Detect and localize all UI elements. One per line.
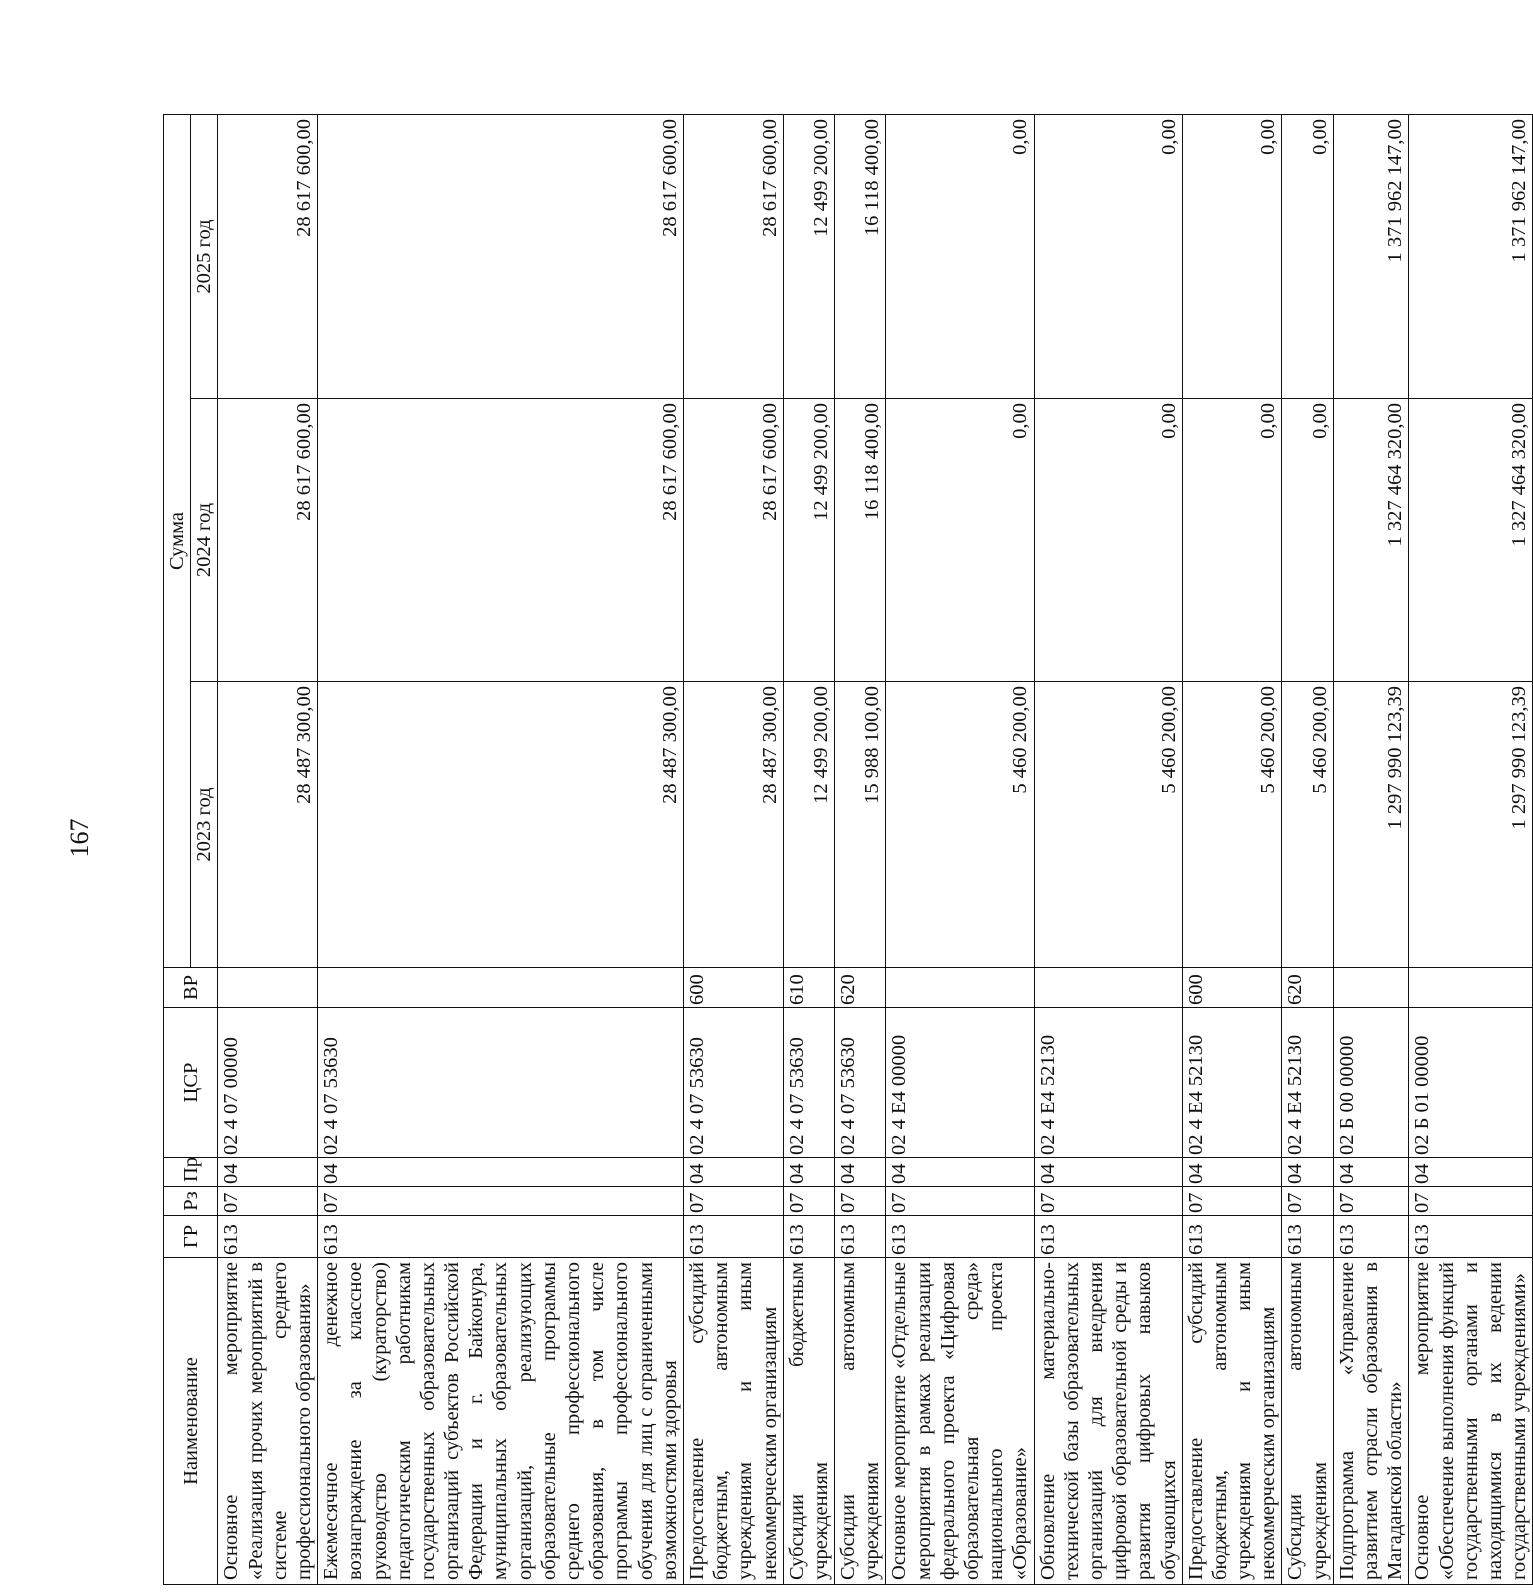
row-csr: 02 4 07 00000	[218, 1008, 318, 1158]
row-sum-2024: 28 617 600,00	[218, 399, 318, 682]
table-row	[683, 114, 783, 1584]
row-rz: 07	[1282, 1187, 1333, 1216]
row-vr	[1409, 968, 1533, 1008]
row-sum-2023: 15 988 100,00	[835, 682, 886, 968]
table-row	[886, 114, 1034, 1584]
table-row	[1182, 114, 1282, 1584]
row-vr	[1333, 968, 1409, 1008]
row-name: Основное мероприятие «Реализация прочих мероприятий в системе среднего профессионального образования»	[218, 1258, 318, 1585]
row-rz: 07	[683, 1187, 783, 1216]
table-row	[318, 114, 684, 1584]
row-gr: 613	[1333, 1216, 1409, 1258]
header-pr: Пр	[164, 1158, 218, 1187]
row-sum-2025: 12 499 200,00	[783, 114, 834, 398]
table-row	[1333, 114, 1409, 1584]
table-row	[1282, 114, 1333, 1584]
rotated-table-wrapper	[163, 115, 1531, 1585]
row-pr: 04	[1182, 1158, 1282, 1187]
row-name: Обновление материально-технической базы образовательных организаций для внедрения цифровой образовательной среды и развития цифровых навыков обучающихся	[1034, 1258, 1182, 1585]
budget-table	[163, 114, 1533, 1585]
row-gr: 613	[1182, 1216, 1282, 1258]
row-pr: 04	[835, 1158, 886, 1187]
row-csr: 02 4 E4 52130	[1182, 1008, 1282, 1158]
header-2023: 2023 год	[191, 682, 218, 968]
table-row	[1409, 114, 1533, 1584]
row-gr: 613	[835, 1216, 886, 1258]
row-sum-2023: 28 487 300,00	[318, 682, 684, 968]
row-rz: 07	[318, 1187, 684, 1216]
header-2025: 2025 год	[191, 114, 218, 398]
row-sum-2025: 0,00	[1282, 114, 1333, 398]
row-gr: 613	[886, 1216, 1034, 1258]
row-gr: 613	[783, 1216, 834, 1258]
row-name: Субсидии бюджетным учреждениям	[783, 1258, 834, 1585]
row-csr: 02 4 E4 00000	[886, 1008, 1034, 1158]
row-gr: 613	[1282, 1216, 1333, 1258]
row-sum-2024: 0,00	[1182, 399, 1282, 682]
row-pr: 04	[683, 1158, 783, 1187]
row-csr: 02 4 07 53630	[683, 1008, 783, 1158]
table-row	[835, 114, 886, 1584]
row-csr: 02 4 E4 52130	[1034, 1008, 1182, 1158]
row-name: Субсидии автономным учреждениям	[835, 1258, 886, 1585]
row-csr: 02 4 07 53630	[835, 1008, 886, 1158]
row-rz: 07	[1034, 1187, 1182, 1216]
row-name: Подпрограмма «Управление развитием отрасли образования в Магаданской области»	[1333, 1258, 1409, 1585]
row-name: Ежемесячное денежное вознаграждение за классное руководство (кураторство) педагогическим работникам государственных образовательных организаций субъектов Российской Федерации и г. Байконура, муниципальных образовательных организаций, реализующих образовательные программы среднего профессионального образования, в том числе программы профессионального обучения для лиц с ограниченными возможностями здоровья	[318, 1258, 684, 1585]
row-pr: 04	[318, 1158, 684, 1187]
row-sum-2023: 5 460 200,00	[1282, 682, 1333, 968]
table-row	[783, 114, 834, 1584]
row-csr: 02 4 07 53630	[318, 1008, 684, 1158]
row-name: Субсидии автономным учреждениям	[1282, 1258, 1333, 1585]
row-sum-2025: 0,00	[886, 114, 1034, 398]
row-rz: 07	[218, 1187, 318, 1216]
row-sum-2025: 0,00	[1034, 114, 1182, 398]
row-sum-2024: 28 617 600,00	[318, 399, 684, 682]
row-vr: 620	[835, 968, 886, 1008]
row-name: Предоставление субсидий бюджетным, автономным учреждениям и иным некоммерческим организациям	[1182, 1258, 1282, 1585]
row-name: Предоставление субсидий бюджетным, автономным учреждениям и иным некоммерческим организациям	[683, 1258, 783, 1585]
row-sum-2024: 0,00	[1034, 399, 1182, 682]
row-vr: 600	[683, 968, 783, 1008]
row-rz: 07	[783, 1187, 834, 1216]
row-pr: 04	[1282, 1158, 1333, 1187]
row-vr	[218, 968, 318, 1008]
row-sum-2025: 1 371 962 147,00	[1409, 114, 1533, 398]
row-sum-2023: 1 297 990 123,39	[1409, 682, 1533, 968]
row-rz: 07	[1182, 1187, 1282, 1216]
row-csr: 02 4 E4 52130	[1282, 1008, 1333, 1158]
row-vr	[886, 968, 1034, 1008]
row-sum-2023: 5 460 200,00	[1182, 682, 1282, 968]
row-sum-2023: 5 460 200,00	[886, 682, 1034, 968]
page-number: 167	[65, 818, 94, 858]
row-sum-2025: 28 617 600,00	[318, 114, 684, 398]
row-sum-2023: 5 460 200,00	[1034, 682, 1182, 968]
row-sum-2025: 0,00	[1182, 114, 1282, 398]
row-csr: 02 Б 00 00000	[1333, 1008, 1409, 1158]
row-gr: 613	[1034, 1216, 1182, 1258]
row-pr: 04	[1333, 1158, 1409, 1187]
row-sum-2024: 16 118 400,00	[835, 399, 886, 682]
header-vr: ВР	[164, 968, 218, 1008]
header-sum: Сумма	[164, 114, 191, 967]
header-gr: ГР	[164, 1216, 218, 1258]
row-name: Основное мероприятие «Обеспечение выполнения функций государственными органами и находящимися в их ведении государственными учреждениями»	[1409, 1258, 1533, 1585]
header-csr: ЦСР	[164, 1008, 218, 1158]
header-rz: Рз	[164, 1187, 218, 1216]
row-pr: 04	[1409, 1158, 1533, 1187]
header-2024: 2024 год	[191, 399, 218, 682]
row-pr: 04	[783, 1158, 834, 1187]
row-gr: 613	[683, 1216, 783, 1258]
row-vr	[1034, 968, 1182, 1008]
row-pr: 04	[886, 1158, 1034, 1187]
row-vr: 600	[1182, 968, 1282, 1008]
row-sum-2025: 16 118 400,00	[835, 114, 886, 398]
row-sum-2024: 1 327 464 320,00	[1333, 399, 1409, 682]
row-sum-2023: 12 499 200,00	[783, 682, 834, 968]
row-sum-2025: 1 371 962 147,00	[1333, 114, 1409, 398]
row-sum-2024: 28 617 600,00	[683, 399, 783, 682]
row-vr: 610	[783, 968, 834, 1008]
row-sum-2023: 28 487 300,00	[218, 682, 318, 968]
table-row	[1034, 114, 1182, 1584]
row-rz: 07	[835, 1187, 886, 1216]
row-vr	[318, 968, 684, 1008]
row-sum-2024: 0,00	[1282, 399, 1333, 682]
row-rz: 07	[1409, 1187, 1533, 1216]
row-sum-2025: 28 617 600,00	[218, 114, 318, 398]
row-vr: 620	[1282, 968, 1333, 1008]
header-name: Наименование	[164, 1258, 218, 1585]
row-sum-2024: 12 499 200,00	[783, 399, 834, 682]
row-csr: 02 4 07 53630	[783, 1008, 834, 1158]
row-name: Основное мероприятие «Отдельные мероприятия в рамках реализации федерального проекта «Цифровая образовательная среда» национального проекта «Образование»	[886, 1258, 1034, 1585]
row-sum-2023: 1 297 990 123,39	[1333, 682, 1409, 968]
table-row	[218, 114, 318, 1584]
row-pr: 04	[1034, 1158, 1182, 1187]
row-csr: 02 Б 01 00000	[1409, 1008, 1533, 1158]
row-pr: 04	[218, 1158, 318, 1187]
row-sum-2025: 28 617 600,00	[683, 114, 783, 398]
row-gr: 613	[218, 1216, 318, 1258]
row-gr: 613	[1409, 1216, 1533, 1258]
row-rz: 07	[886, 1187, 1034, 1216]
row-rz: 07	[1333, 1187, 1409, 1216]
row-sum-2024: 0,00	[886, 399, 1034, 682]
row-sum-2023: 28 487 300,00	[683, 682, 783, 968]
row-gr: 613	[318, 1216, 684, 1258]
row-sum-2024: 1 327 464 320,00	[1409, 399, 1533, 682]
